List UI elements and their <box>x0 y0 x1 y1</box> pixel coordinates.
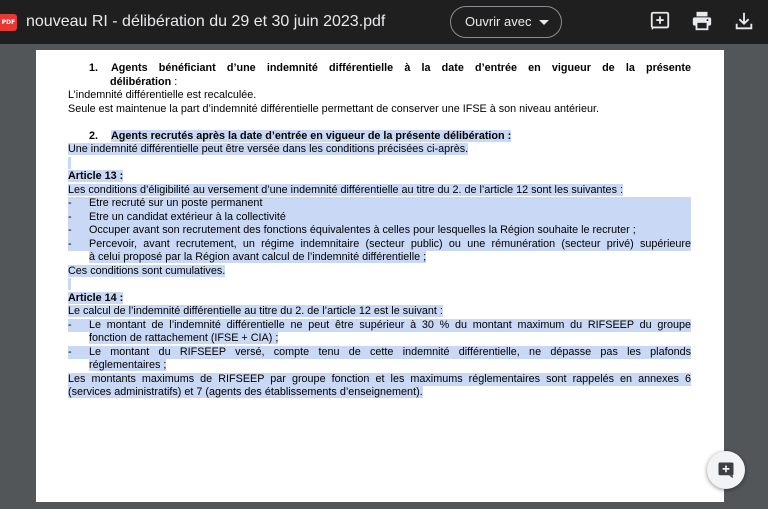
item-1-heading-line1: 1. Agents bénéficiant d’une indemnité différentielle à la date d’entrée en vigueur de la présente <box>89 62 691 74</box>
print-icon[interactable] <box>691 10 713 32</box>
paragraph: Le calcul de l’indemnité différentielle au titre du 2. de l’article 12 est le suivant : <box>68 305 443 317</box>
add-comment-icon <box>717 461 735 479</box>
paragraph: Les conditions d’éligibilité au versement d’une indemnité différentielle au titre du 2. de l’article 12 sont les suivantes : <box>68 183 623 196</box>
article-13-title: Article 13 : <box>68 170 124 182</box>
paragraph: Les montants maximums de RIFSEEP par groupe fonction et les maximums réglementaires sont rappelés en annexes 6 <box>68 372 691 385</box>
list-item-continuation: fonction de rattachement (IFSE + CIA) ; <box>89 332 279 344</box>
list-item: - Etre recruté sur un poste permanent <box>68 197 691 211</box>
article-14-title: Article 14 : <box>68 291 124 304</box>
list-item: - Occuper avant son recrutement des fonctions équivalentes à celles pour lesquelles la Région souhaite le recruter ; <box>68 224 691 238</box>
paragraph: (services administratifs) et 7 (agents des établissements d’enseignement). <box>68 386 423 398</box>
add-comment-icon[interactable] <box>649 10 671 32</box>
pdf-file-icon: PDF <box>0 14 17 31</box>
list-item: - Percevoir, avant recrutement, un régime indemnitaire (secteur public) ou une rémunération (secteur privé) supérieure <box>68 237 691 250</box>
paragraph: L’indemnité différentielle est recalculée. <box>68 89 257 101</box>
list-item: - Le montant de l’indemnité différentielle ne peut être supérieur à 30 % du montant maximum du RIFSEEP du groupe <box>68 318 691 331</box>
caret-down-icon <box>539 20 549 25</box>
open-with-button[interactable] <box>450 6 562 38</box>
list-item: - Etre un candidat extérieur à la collectivité <box>68 211 691 225</box>
paragraph: Ces conditions sont cumulatives. <box>68 264 226 277</box>
list-item-continuation: à celui proposé par la Région avant calcul de l’indemnité différentielle ; <box>89 251 427 263</box>
add-comment-button[interactable] <box>707 451 745 489</box>
document-title: nouveau RI - délibération du 29 et 30 juin 2023.pdf <box>26 13 386 30</box>
paragraph: Seule est maintenue la part d’indemnité différentielle permettant de conserver une IFSE à son niveau antérieur. <box>68 102 599 115</box>
download-icon[interactable] <box>733 10 755 32</box>
open-with-label: Ouvrir avec <box>465 14 532 29</box>
paragraph: Une indemnité différentielle peut être versée dans les conditions précisées ci-après. <box>68 143 469 155</box>
page-content <box>68 62 691 400</box>
item-1-heading-line2: délibération : <box>110 75 178 88</box>
viewer-toolbar <box>0 0 768 44</box>
list-item: - Le montant du RIFSEEP versé, compte tenu de cette indemnité différentielle, ne dépasse pas les plafonds <box>68 345 691 358</box>
list-item-continuation: réglementaires ; <box>89 359 167 371</box>
item-2-heading: 2. Agents recrutés après la date d’entrée en vigueur de la présente délibération : <box>89 129 512 142</box>
pdf-page <box>36 50 724 502</box>
